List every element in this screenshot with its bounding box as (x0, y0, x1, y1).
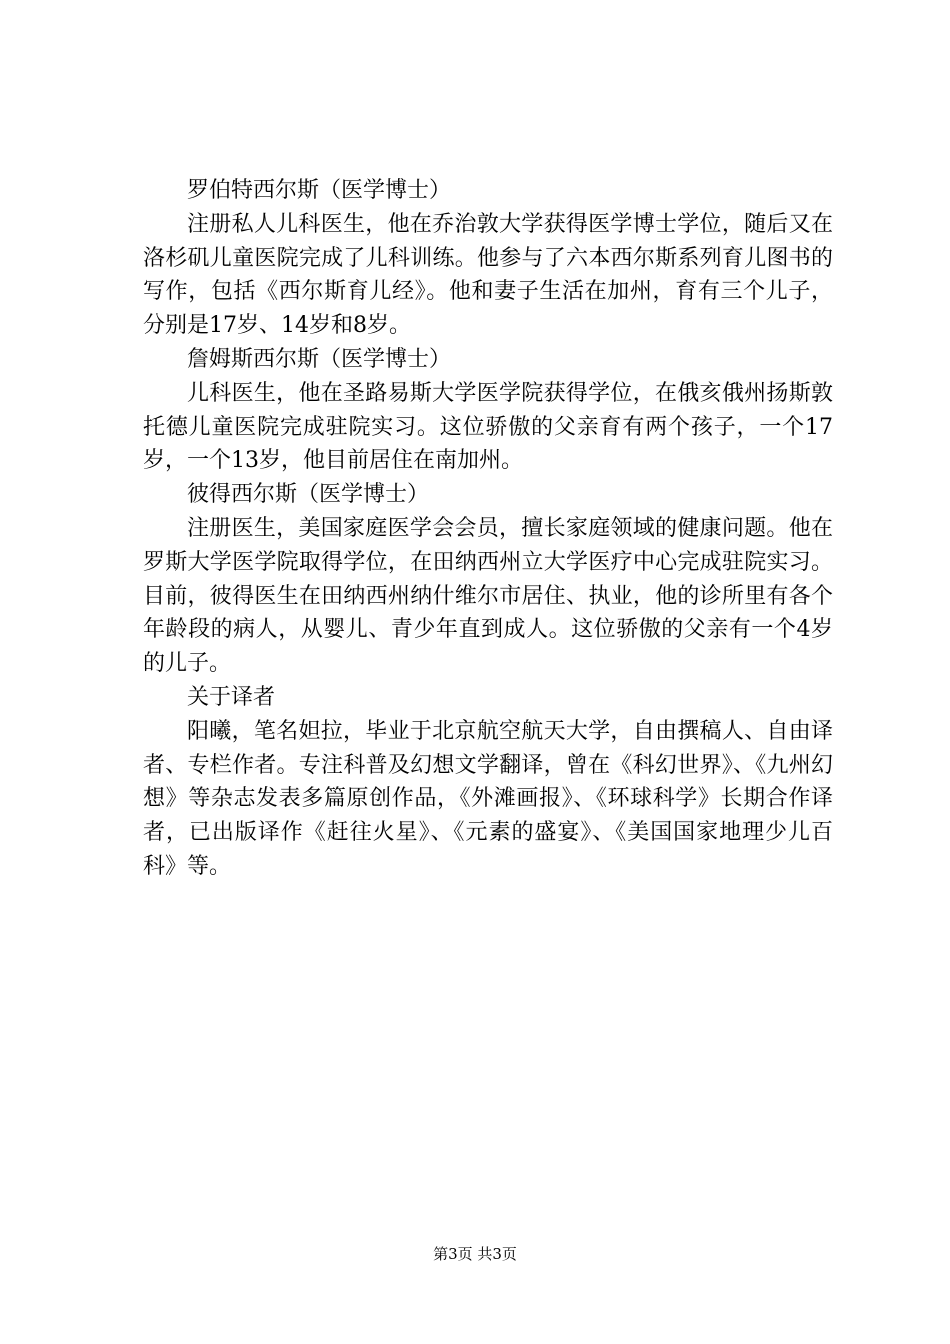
page-number-footer: 第3页 共3页 (433, 1245, 517, 1263)
author-heading-robert: 罗伯特西尔斯（医学博士） (187, 178, 452, 203)
document-body (143, 174, 833, 884)
translator-bio: 阳曦，笔名妲拉，毕业于北京航空航天大学，自由撰稿人、自由译者、专栏作者。专注科普及幻想文学翻译，曾在《科幻世界》、《九州幻想》等杂志发表多篇原创作品，《外滩画报》、《环球科学》长期合作译者，已出版译作《赶往火星》、《元素的盛宴》、《美国国家地理少儿百科》等。 (143, 718, 833, 879)
author-bio-robert: 注册私人儿科医生，他在乔治敦大学获得医学博士学位，随后又在洛杉矶儿童医院完成了儿科训练。他参与了六本西尔斯系列育儿图书的写作，包括《西尔斯育儿经》。他和妻子生活在加州，育有三个儿子，分别是17岁、14岁和8岁。 (143, 211, 833, 339)
author-heading-james: 詹姆斯西尔斯（医学博士） (187, 346, 452, 372)
author-bio-james: 儿科医生，他在圣路易斯大学医学院获得学位，在俄亥俄州扬斯敦托德儿童医院完成驻院实习。这位骄傲的父亲育有两个孩子，一个17岁，一个13岁，他目前居住在南加州。 (143, 380, 833, 474)
author-heading-peter: 彼得西尔斯（医学博士） (187, 482, 430, 508)
author-bio-peter: 注册医生，美国家庭医学会会员，擅长家庭领域的健康问题。他在罗斯大学医学院取得学位，在田纳西州立大学医疗中心完成驻院实习。目前，彼得医生在田纳西州纳什维尔市居住、执业，他的诊所里有各个年龄段的病人，从婴儿、青少年直到成人。这位骄傲的父亲有一个4岁的儿子。 (143, 515, 833, 677)
translator-heading: 关于译者 (187, 684, 276, 710)
